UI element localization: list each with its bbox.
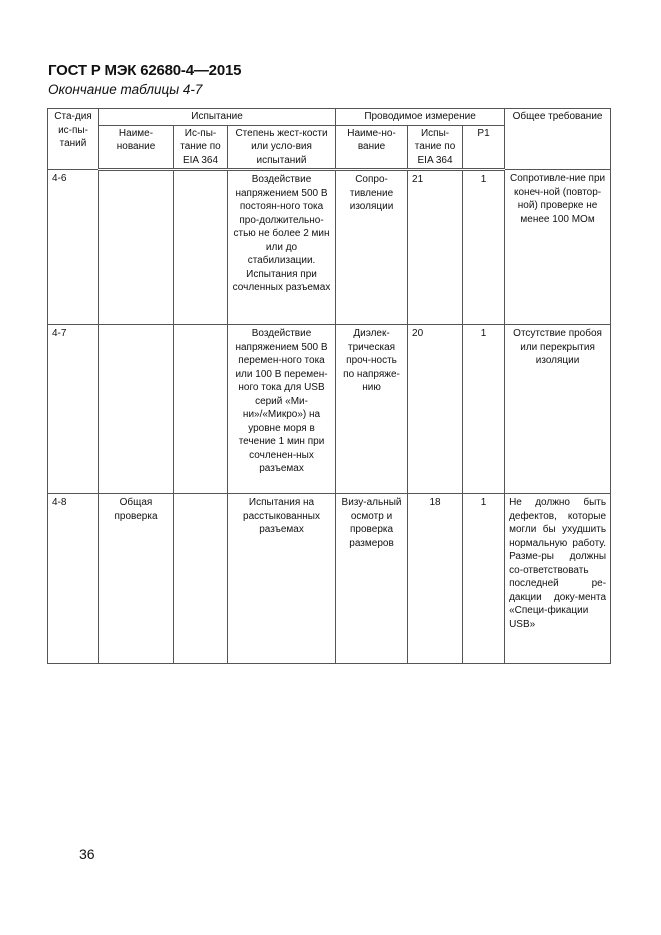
cell-severity: Воздействие напряжением 500 В перемен-ного тока или 100 В перемен-ного тока для USB серий «Ми-ни»/«Микро») на уровне моря в течение 1 мин при сочленен-ных разъемах <box>228 325 336 494</box>
cell-severity: Воздействие напряжением 500 В постоян-ного тока про-должительно-стью не более 2 мин или до стабилизации. Испытания при сочленных разъемах <box>228 170 336 325</box>
header-test-severity: Степень жест-кости или усло-вия испытаний <box>228 125 336 170</box>
document-code: ГОСТ Р МЭК 62680-4—2015 <box>48 62 242 79</box>
cell-requirement: Сопротивле-ние при конеч-ной (повтор-ной) проверке не менее 100 МОм <box>505 170 611 325</box>
header-general-requirement: Общее требование <box>505 109 611 170</box>
page-number: 36 <box>79 846 95 862</box>
header-measure-name: Наиме-но-вание <box>336 125 408 170</box>
cell-measure-eia: 18 <box>408 494 463 664</box>
table-continuation-caption: Окончание таблицы 4-7 <box>48 82 203 97</box>
cell-measure-name: Сопро-тивление изоляции <box>336 170 408 325</box>
cell-p1: 1 <box>463 494 505 664</box>
header-measure-eia: Испы-тание по EIA 364 <box>408 125 463 170</box>
cell-test-eia <box>174 494 228 664</box>
cell-measure-name: Диэлек-трическая проч-ность по напряже-нию <box>336 325 408 494</box>
header-measure-group: Проводимое измерение <box>336 109 505 126</box>
header-test-eia: Ис-пы-тание по EIA 364 <box>174 125 228 170</box>
table-row <box>48 325 611 494</box>
cell-test-name <box>99 325 174 494</box>
document-header <box>48 62 241 98</box>
header-test-name: Наиме-нование <box>99 125 174 170</box>
cell-stage: 4-7 <box>48 325 99 494</box>
table-row <box>48 494 611 664</box>
test-table <box>47 108 611 664</box>
cell-test-name <box>99 170 174 325</box>
cell-measure-eia: 20 <box>408 325 463 494</box>
cell-stage: 4-6 <box>48 170 99 325</box>
cell-requirement: Не должно быть дефектов, которые могли бы ухудшить нормальную работу. Разме-ры должны со-ответствовать последней ре-дакции доку-мента «Специ-фикации USB» <box>505 494 611 664</box>
table-row <box>48 170 611 325</box>
cell-test-name: Общая проверка <box>99 494 174 664</box>
cell-test-eia <box>174 170 228 325</box>
header-test-group: Испытание <box>99 109 336 126</box>
cell-test-eia <box>174 325 228 494</box>
cell-severity: Испытания на расстыкованных разъемах <box>228 494 336 664</box>
header-p1: P1 <box>463 125 505 170</box>
cell-p1: 1 <box>463 325 505 494</box>
cell-p1: 1 <box>463 170 505 325</box>
cell-measure-eia: 21 <box>408 170 463 325</box>
header-stage: Ста-дия ис-пы-таний <box>48 109 99 170</box>
cell-stage: 4-8 <box>48 494 99 664</box>
cell-measure-name: Визу-альный осмотр и проверка размеров <box>336 494 408 664</box>
cell-requirement: Отсутствие пробоя или перекрытия изоляции <box>505 325 611 494</box>
